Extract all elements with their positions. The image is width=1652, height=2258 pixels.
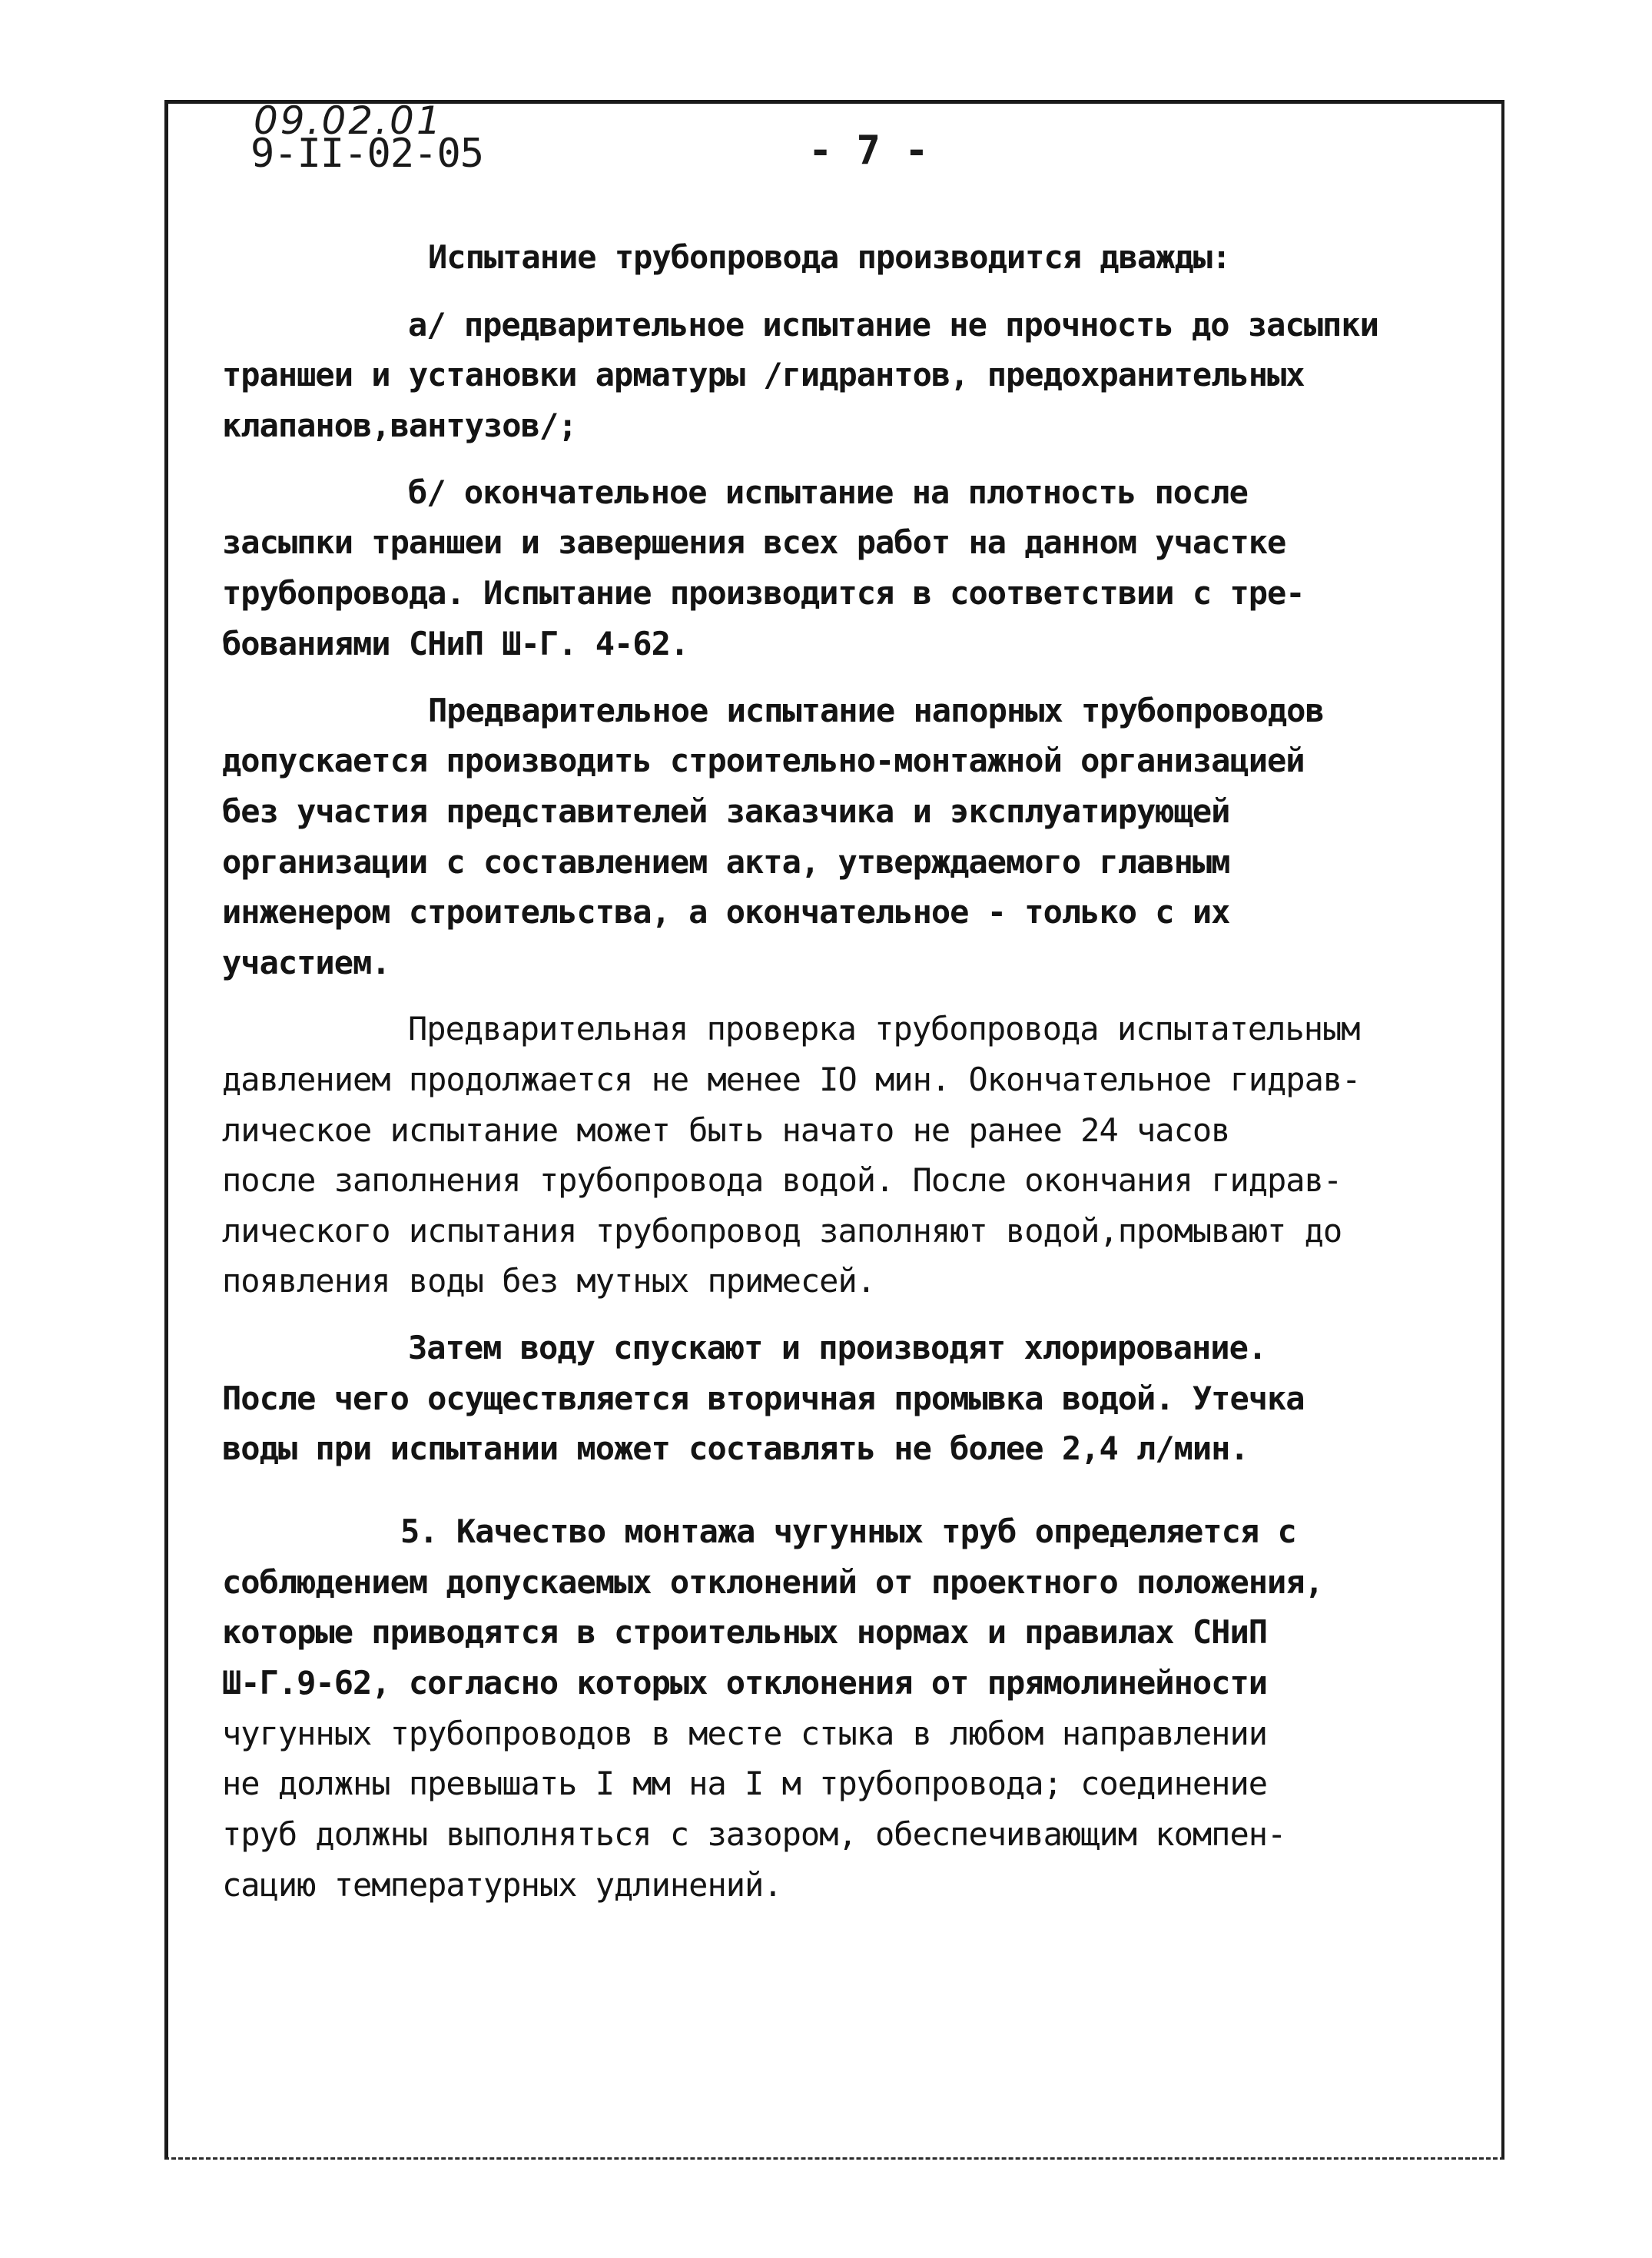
text-line: лическое испытание может быть начато не ранее 24 часов [222,1111,1230,1149]
text-line: трубопровода. Испытание производится в соответствии с тре- [222,574,1305,612]
text-line: засыпки траншеи и завершения всех работ на данном участке [222,523,1286,561]
text-line: бованиями СНиП Ш-Г. 4-62. [222,625,689,662]
text-line: которые приводятся в строительных нормах и правилах СНиП [222,1613,1268,1651]
text-line: Ш-Г.9-62, согласно которых отклонения от прямолинейности [222,1664,1268,1702]
text-line: инженером строительства, а окончательное - только с их [222,893,1230,931]
text-line: чугунных трубопроводов в месте стыка в любом направлении [222,1715,1268,1752]
text-line: допускается производить строительно-монтажной организацией [222,742,1305,779]
text-line: лического испытания трубопровод заполняют водой,промывают до [222,1212,1342,1250]
text-line: появления воды без мутных примесей. [222,1262,876,1300]
text-line: траншеи и установки арматуры /гидрантов, предохранительных [222,356,1305,393]
text-line: после заполнения трубопровода водой. После окончания гидрав- [222,1161,1342,1199]
text-line: Предварительная проверка трубопровода испытательным [408,1010,1360,1048]
text-line: организации с составлением акта, утверждаемого главным [222,843,1230,881]
text-line: труб должны выполняться с зазором, обеспечивающим компен- [222,1815,1286,1853]
text-line: б/ окончательное испытание на плотность после [408,473,1248,511]
text-line: сацию температурных удлинений. [222,1866,782,1904]
text-line: Испытание трубопровода производится дважды: [428,238,1231,276]
text-line: клапанов,вантузов/; [222,407,577,444]
text-line: давлением продолжается не менее IO мин. Окончательное гидрав- [222,1061,1361,1098]
text-line: без участия представителей заказчика и эксплуатирующей [222,792,1230,830]
page-number: - 7 - [808,128,929,174]
document-code: 9-II-02-05 [250,131,484,177]
text-line: После чего осуществляется вторичная промывка водой. Утечка [222,1380,1305,1417]
text-line: а/ предварительное испытание не прочность до засыпки [408,306,1378,344]
text-line: участием. [222,944,390,981]
text-line: не должны превышать I мм на I м трубопровода; соединение [222,1765,1268,1802]
handwritten-code: 09.02.01 [254,98,443,143]
text-line: 5. Качество монтажа чугунных труб определяется с [400,1513,1296,1550]
text-line: Затем воду спускают и производят хлорирование. [408,1329,1267,1366]
text-line: Предварительное испытание напорных трубопроводов [428,692,1324,729]
text-line: соблюдением допускаемых отклонений от проектного положения, [222,1563,1323,1601]
text-line: воды при испытании может составлять не более 2,4 л/мин. [222,1430,1249,1467]
